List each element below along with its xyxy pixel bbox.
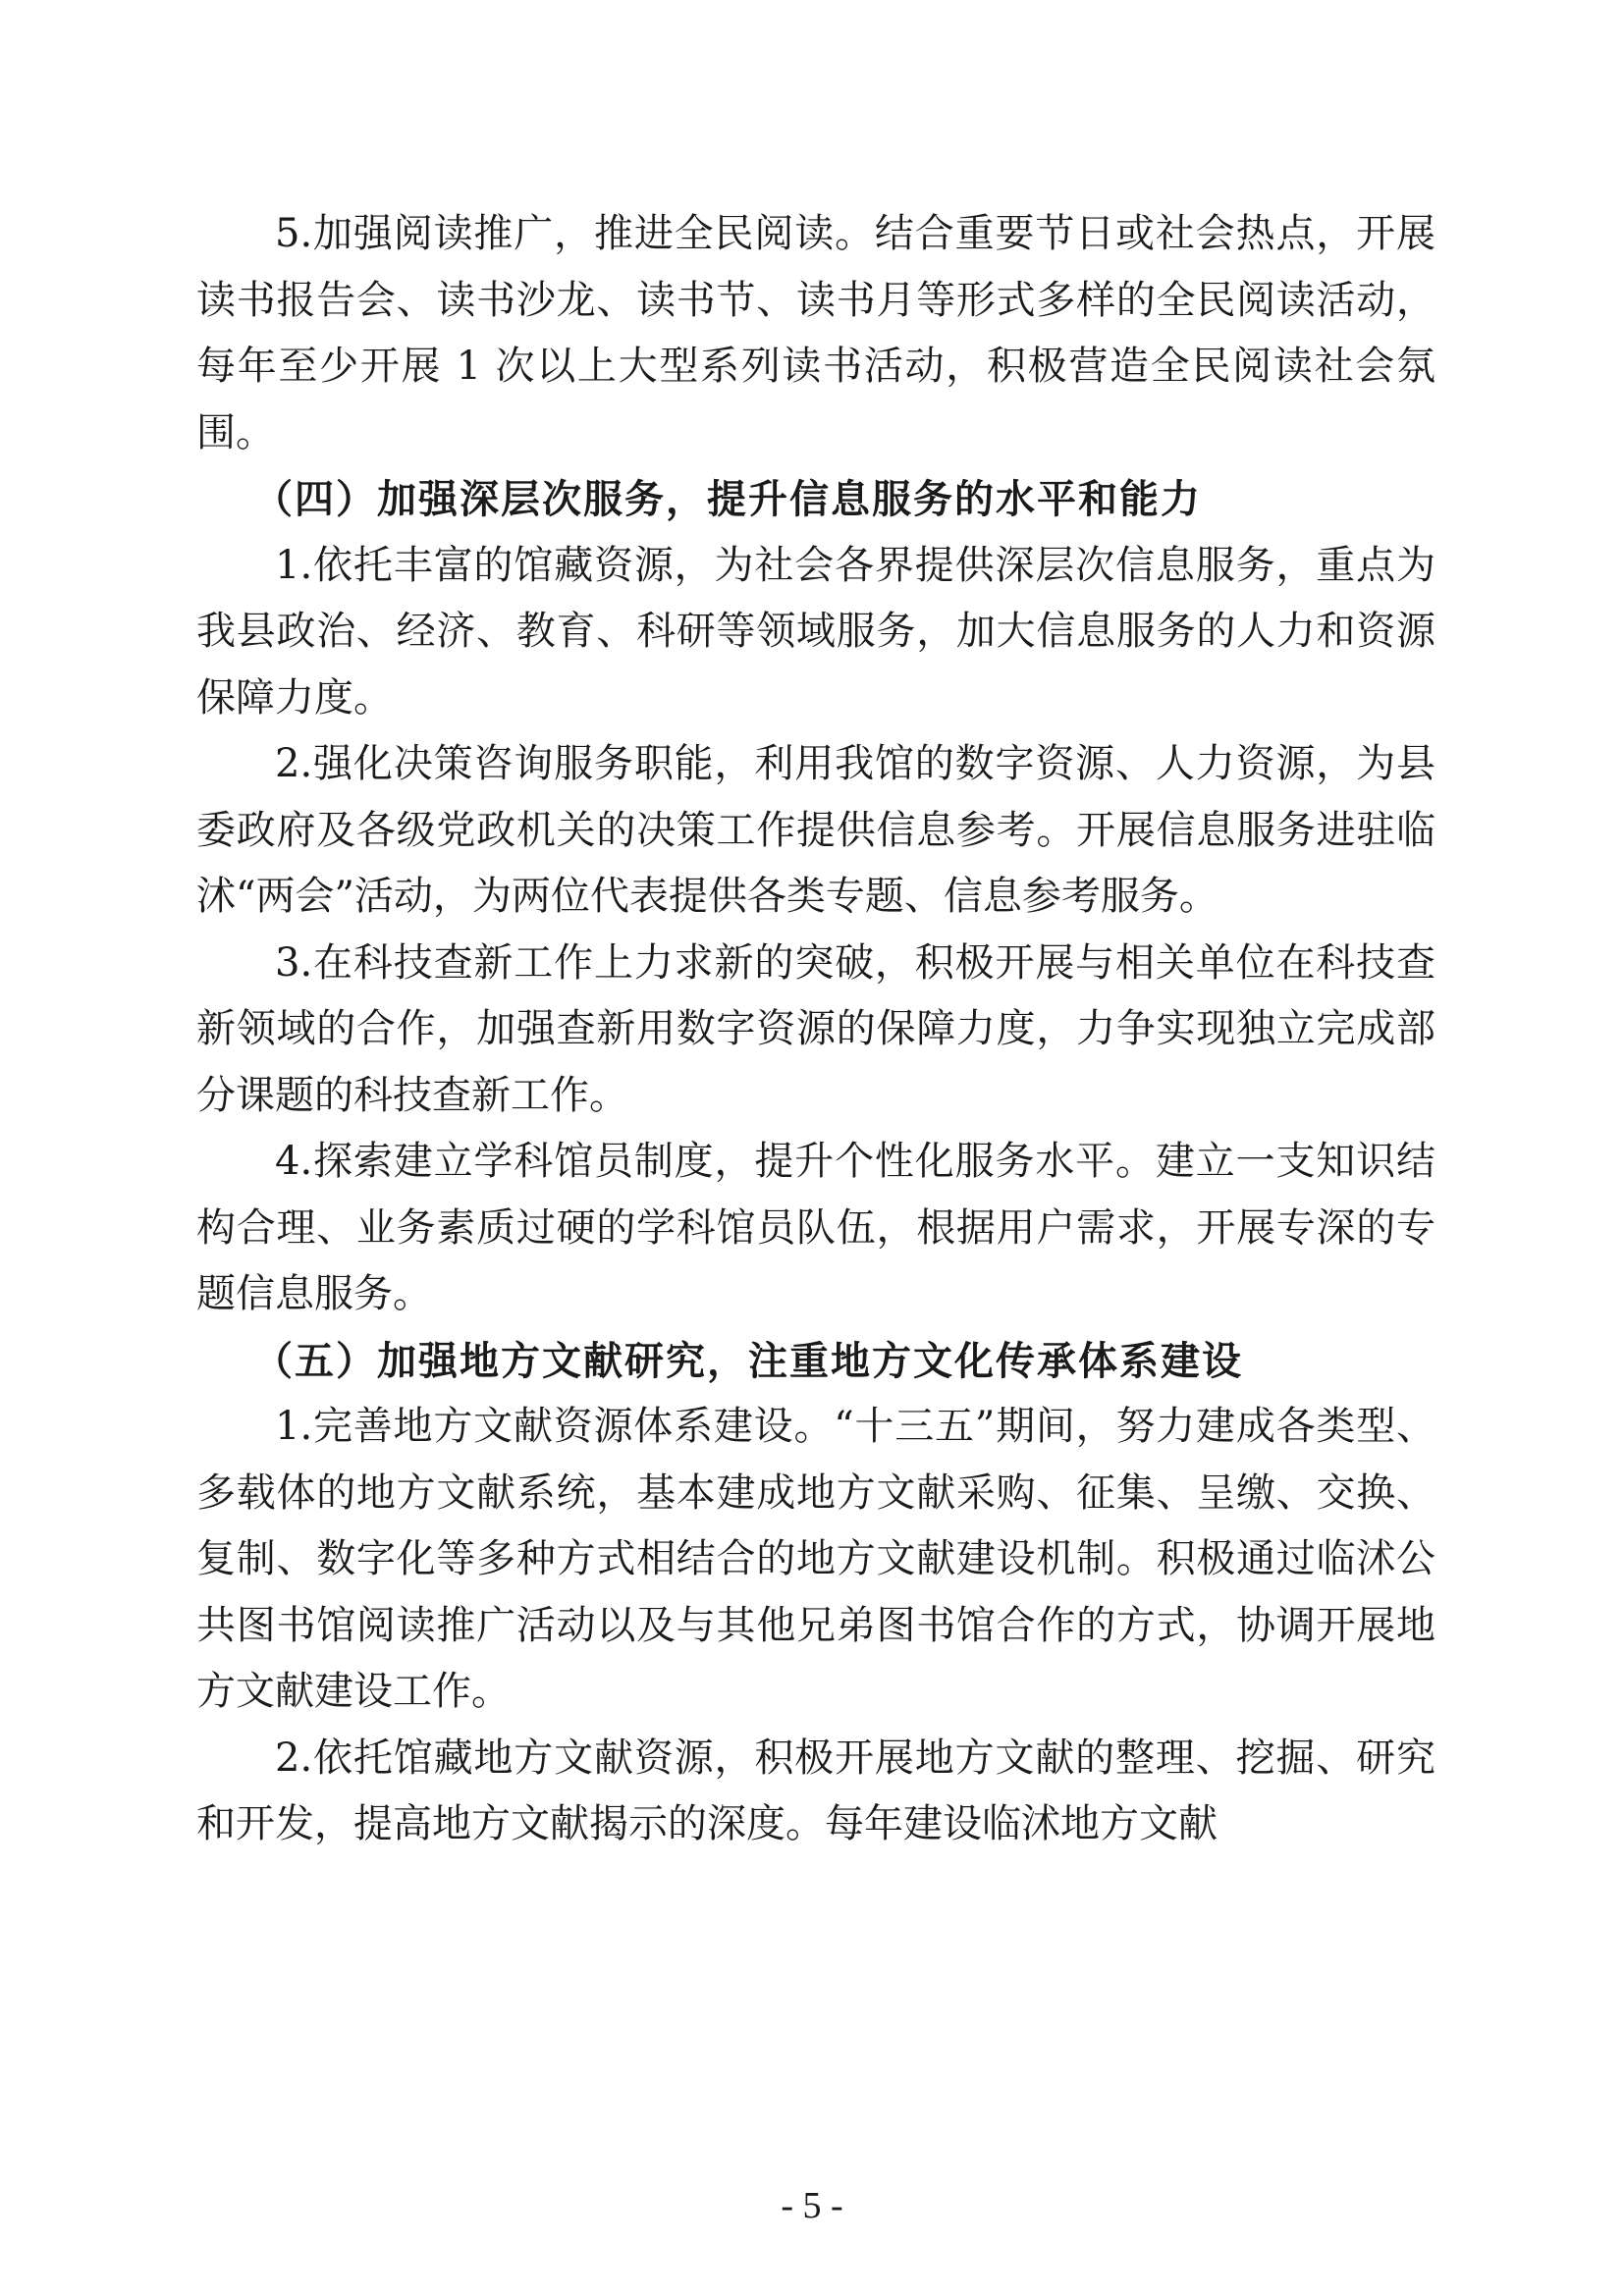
section-heading-4: （四）加强深层次服务，提升信息服务的水平和能力 (253, 476, 1202, 522)
page-number: - 5 - (781, 2185, 843, 2226)
paragraph-novelty-search: 3.在科技查新工作上力求新的突破，积极开展与相关单位在科技查新领域的合作，加强查新用数字资源的保障力度，力争实现独立完成部分课题的科技查新工作。 (196, 939, 1435, 1118)
section-heading-5: （五）加强地方文献研究，注重地方文化传承体系建设 (253, 1337, 1243, 1384)
paragraph-local-document-research: 2.依托馆藏地方文献资源，积极开展地方文献的整理、挖掘、研究和开发，提高地方文献揭示的深度。每年建设临沭地方文献 (196, 1735, 1435, 1846)
paragraph-reading-promotion: 5.加强阅读推广，推进全民阅读。结合重要节日或社会热点，开展读书报告会、读书沙龙、读书节、读书月等形式多样的全民阅读活动，每年至少开展 1 次以上大型系列读书活动，积极营造全民阅读社会氛围。 (196, 211, 1435, 455)
document-body (196, 201, 1435, 1858)
paragraph-subject-librarian: 4.探索建立学科馆员制度，提升个性化服务水平。建立一支知识结构合理、业务素质过硬的学科馆员队伍，根据用户需求，开展专深的专题信息服务。 (196, 1139, 1435, 1316)
paragraph-decision-consulting: 2.强化决策咨询服务职能，利用我馆的数字资源、人力资源，为县委政府及各级党政机关的决策工作提供信息参考。开展信息服务进驻临沭“两会”活动，为两位代表提供各类专题、信息参考服务。 (196, 741, 1435, 919)
paragraph-deep-information-service: 1.依托丰富的馆藏资源，为社会各界提供深层次信息服务，重点为我县政治、经济、教育、科研等领域服务，加大信息服务的人力和资源保障力度。 (196, 542, 1435, 721)
paragraph-local-document-system: 1.完善地方文献资源体系建设。“十三五”期间，努力建成各类型、多载体的地方文献系统，基本建成地方文献采购、征集、呈缴、交换、复制、数字化等多种方式相结合的地方文献建设机制。积极通过临沭公共图书馆阅读推广活动以及与其他兄弟图书馆合作的方式，协调开展地方文献建设工作。 (196, 1404, 1435, 1714)
